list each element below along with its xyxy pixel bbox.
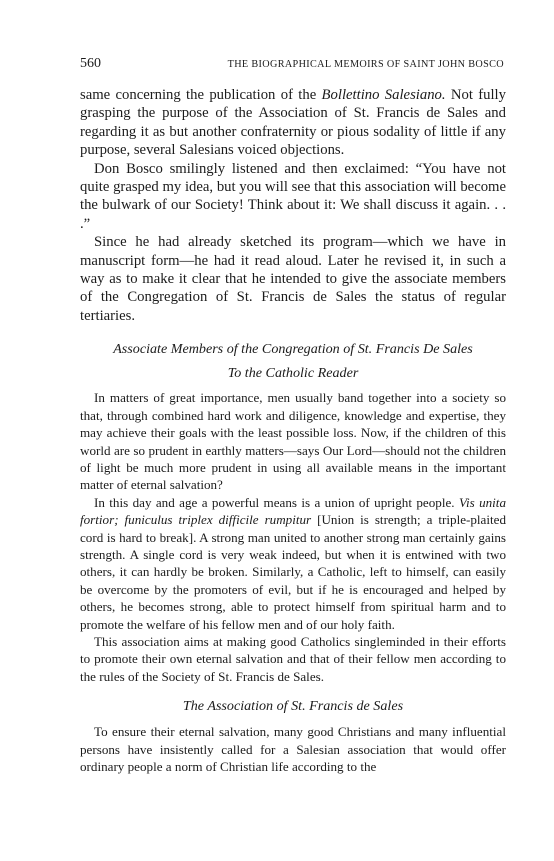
text-run: [Union is strength; a triple-plaited cord is hard to break]. A strong man united to another strong man certainly gains strength. A single cord is very weak indeed, but when it is entwined with two others, it can hardly be broken. Similarly, a Catholic, left to himself, can easily be overcome by the promoters of evil, but if he is encouraged and helped by others, he becomes strong, able to protect himself from spiritual harm and to promote the welfare of his fellow men and of our holy faith. bbox=[80, 512, 507, 632]
italic-title: Bollettino Salesiano. bbox=[321, 87, 446, 103]
paragraph: Don Bosco smilingly listened and then exclaimed: “You have not quite grasped my idea, but you will see that this association will become the bulwark of our Society! Think about it: We shall discuss it again. . . .” bbox=[80, 160, 506, 232]
text-run: Not fully grasping the purpose of the Association of St. Francis de Sales and regarding it as but another confraternity or pious sodality of little if any purpose, several Salesians voiced objections. bbox=[80, 87, 506, 159]
section-document bbox=[80, 389, 506, 685]
text-run: In this day and age a powerful means is a union of upright people. bbox=[94, 494, 459, 510]
paragraph bbox=[80, 86, 506, 160]
paragraph: This association aims at making good Catholics singleminded in their efforts to promote their own eternal salvation and that of their fellow men according to the rules of the Society of St. Francis de Sales. bbox=[80, 633, 506, 684]
paragraph: In matters of great importance, men usually band together into a society so that, through combined hard work and diligence, knowledge and expertise, they may achieve their goals with the least possible loss. Now, if the children of this world are so prudent in earthly matters—says Our Lord—should not the children of light be much more prudent in using all available means in the important matter of eternal salvation? bbox=[80, 390, 506, 493]
paragraph bbox=[80, 494, 506, 633]
page-number: 560 bbox=[80, 56, 101, 71]
text-run: same concerning the publication of the bbox=[80, 87, 322, 103]
section-narrative bbox=[80, 86, 506, 325]
paragraph: To ensure their eternal salvation, many good Christians and many influential persons have insistently called for a Salesian association that would offer ordinary people a norm of Christian life according to the bbox=[80, 724, 506, 774]
running-header bbox=[80, 56, 506, 76]
section-heading: Associate Members of the Congregation of St. Francis De Sales bbox=[113, 341, 473, 358]
running-title: THE BIOGRAPHICAL MEMOIRS OF SAINT JOHN BOSCO bbox=[227, 59, 504, 70]
latin-quote: Vis unita fortior; funiculus triplex difficile rumpitur bbox=[80, 494, 506, 528]
section-association bbox=[80, 723, 506, 775]
paragraph: Since he had already sketched its program—which we have in manuscript form—he had it read aloud. Later he revised it, in such a way as to make it clear that he intended to give the associate members of the Congregation of St. Francis de Sales the status of regular tertiaries. bbox=[80, 234, 506, 324]
book-page bbox=[80, 56, 506, 775]
section-heading: The Association of St. Francis de Sales bbox=[182, 698, 404, 715]
section-subheading: To the Catholic Reader bbox=[227, 365, 359, 382]
